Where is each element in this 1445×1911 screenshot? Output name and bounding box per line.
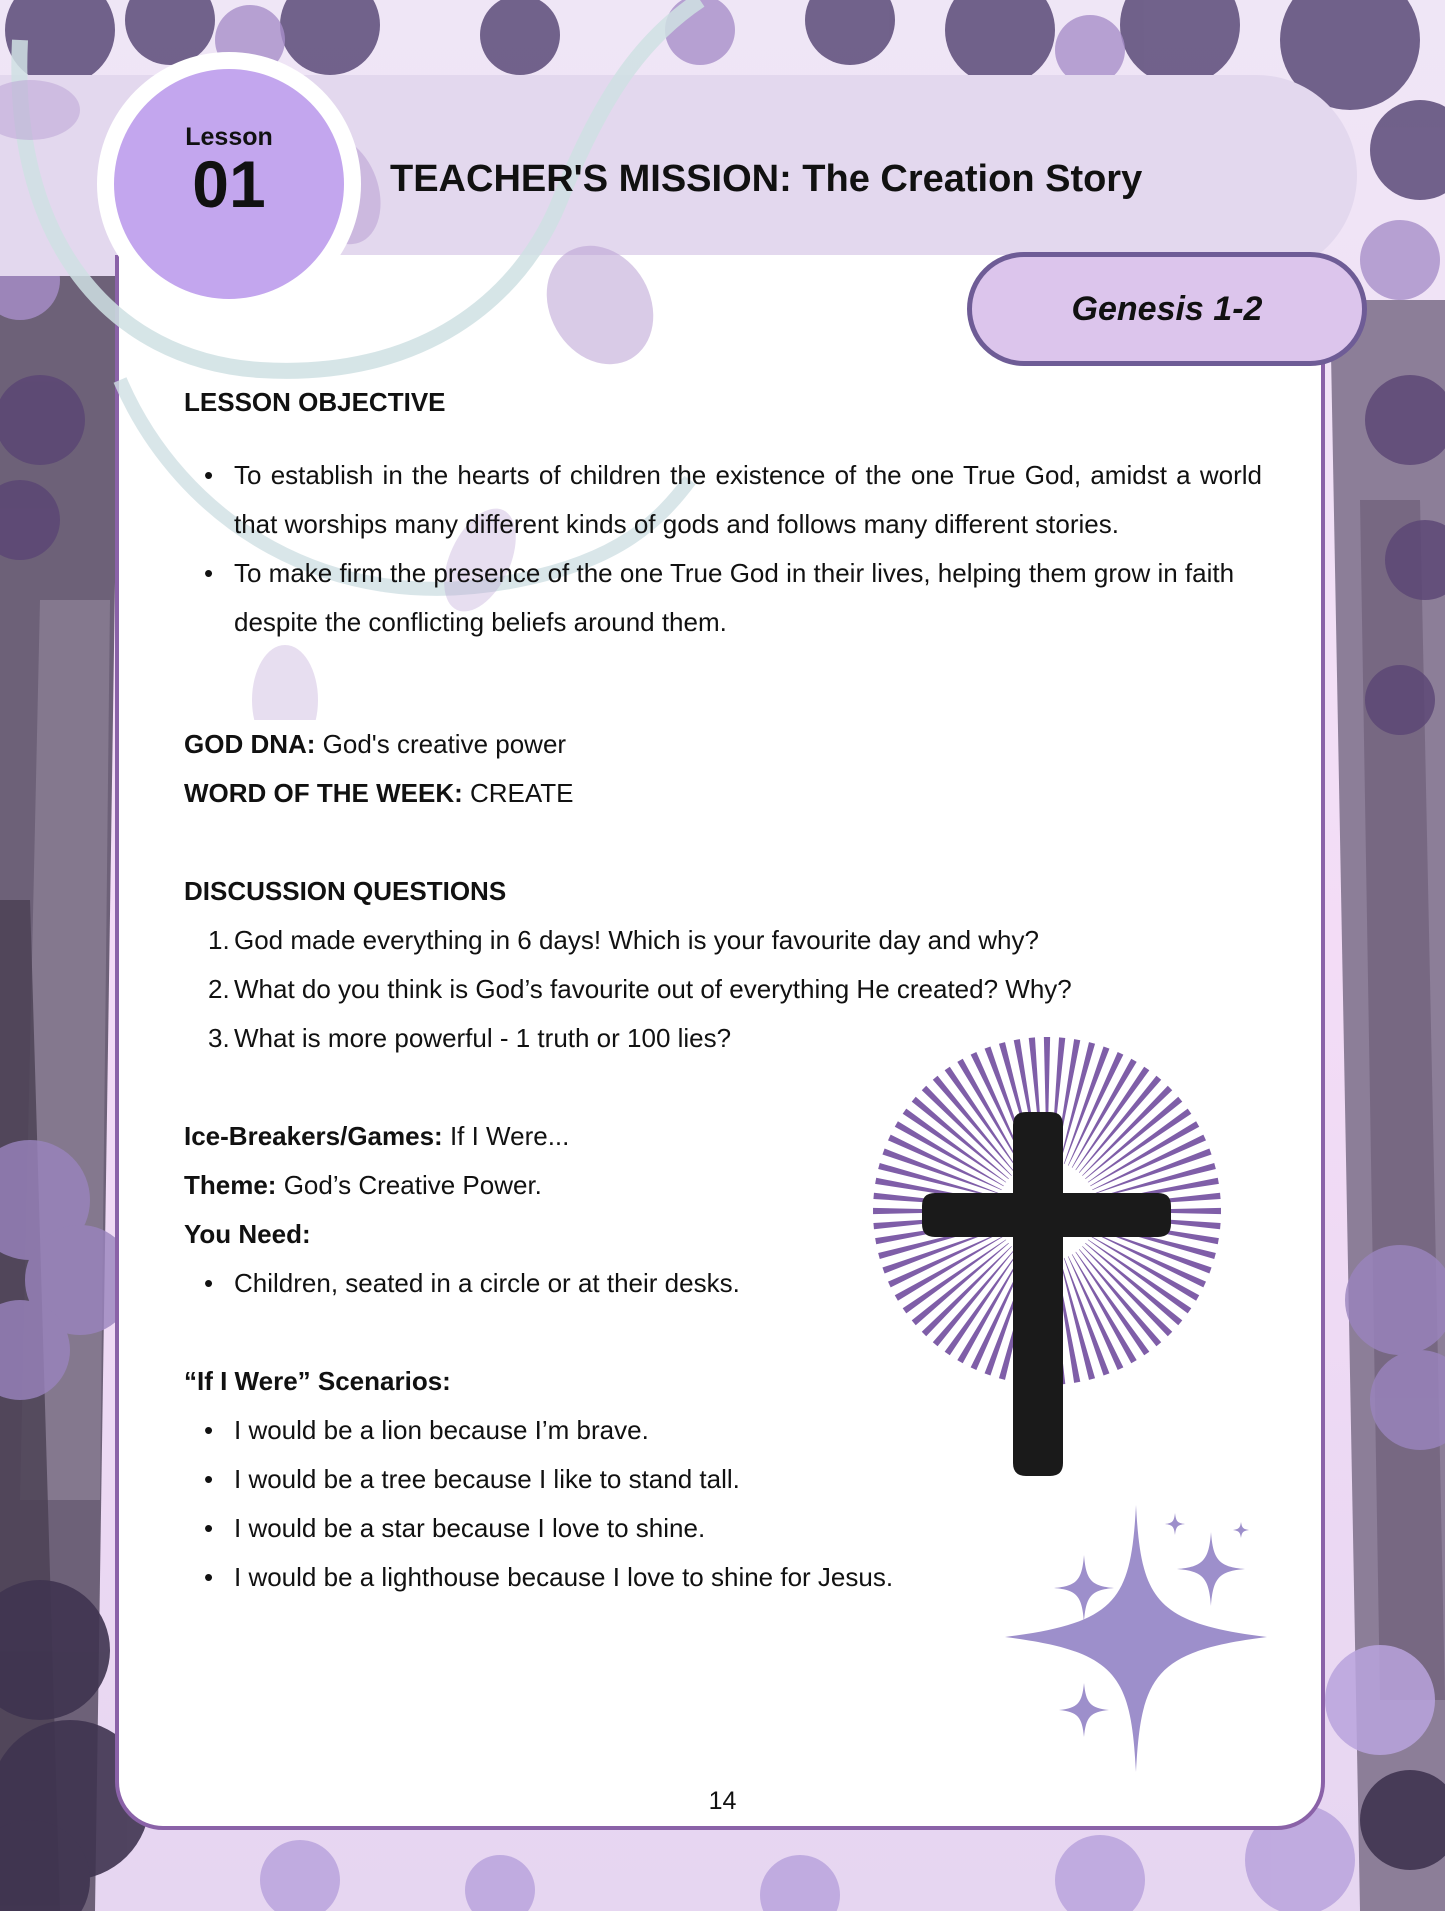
discussion-question: 1. God made everything in 6 days! Which is your favourite day and why? — [208, 925, 1039, 955]
you-need-label: You Need: — [184, 1219, 311, 1249]
tiny-star — [1165, 1513, 1185, 1535]
scenario-item: • I would be a lion because I’m brave. — [184, 1406, 1262, 1455]
word-of-week-line — [184, 769, 1262, 818]
sunburst-ray — [1068, 1052, 1123, 1166]
page-number: 14 — [708, 1787, 737, 1815]
lesson-badge — [114, 69, 344, 299]
big-star — [1005, 1505, 1267, 1772]
god-dna-label: GOD DNA: — [184, 729, 316, 759]
tiny-star — [1233, 1522, 1249, 1538]
theme-label: Theme: — [184, 1170, 277, 1200]
lesson-label: Lesson — [185, 123, 273, 151]
icebreakers-value: If I Were... — [442, 1121, 570, 1151]
discussion-heading: DISCUSSION QUESTIONS — [184, 876, 507, 906]
small-star — [1177, 1532, 1245, 1606]
cross-icon — [922, 1112, 1171, 1476]
small-star — [1059, 1683, 1109, 1737]
sunburst-ray — [1092, 1135, 1206, 1190]
cross-sunburst-art — [873, 1035, 1227, 1491]
sunburst-ray — [888, 1232, 1002, 1287]
objective-item: • To make firm the presence of the one True God in their lives, helping them grow in faith despite the conflicting beliefs around them. — [184, 549, 1262, 647]
sunburst-ray — [888, 1135, 1002, 1190]
icebreakers-label: Ice-Breakers/Games: — [184, 1121, 443, 1151]
sparkle-stars-icon — [1005, 1505, 1267, 1772]
sunburst-ray — [1092, 1232, 1206, 1287]
lesson-number: 01 — [192, 147, 266, 221]
objective-item: • To establish in the hearts of children the existence of the one True God, amidst a world that worships many different kinds of gods and follows many different stories. — [184, 451, 1262, 549]
god-dna-line — [184, 720, 1262, 769]
sunburst-ray — [1068, 1256, 1123, 1370]
theme-value: God’s Creative Power. — [276, 1170, 542, 1200]
scripture-reference: Genesis 1-2 — [967, 252, 1367, 366]
scenario-item: • I would be a lighthouse because I love to shine for Jesus. — [184, 1553, 1262, 1602]
scenarios-heading: “If I Were” Scenarios: — [184, 1366, 451, 1396]
word-of-week-label: WORD OF THE WEEK: — [184, 778, 463, 808]
objective-heading: LESSON OBJECTIVE — [184, 387, 446, 417]
page-title: TEACHER'S MISSION: The Creation Story — [390, 158, 1143, 200]
scenario-item: • I would be a star because I love to shine. — [184, 1504, 1262, 1553]
discussion-question: 3. What is more powerful - 1 truth or 100 lies? — [208, 1023, 732, 1053]
discussion-question: 2. What do you think is God’s favourite out of everything He created? Why? — [208, 974, 1072, 1004]
you-need-item: • Children, seated in a circle or at their desks. — [184, 1259, 1262, 1308]
scenario-item: • I would be a tree because I like to stand tall. — [184, 1455, 1262, 1504]
god-dna-value: God's creative power — [315, 729, 567, 759]
word-of-week-value: CREATE — [462, 778, 574, 808]
